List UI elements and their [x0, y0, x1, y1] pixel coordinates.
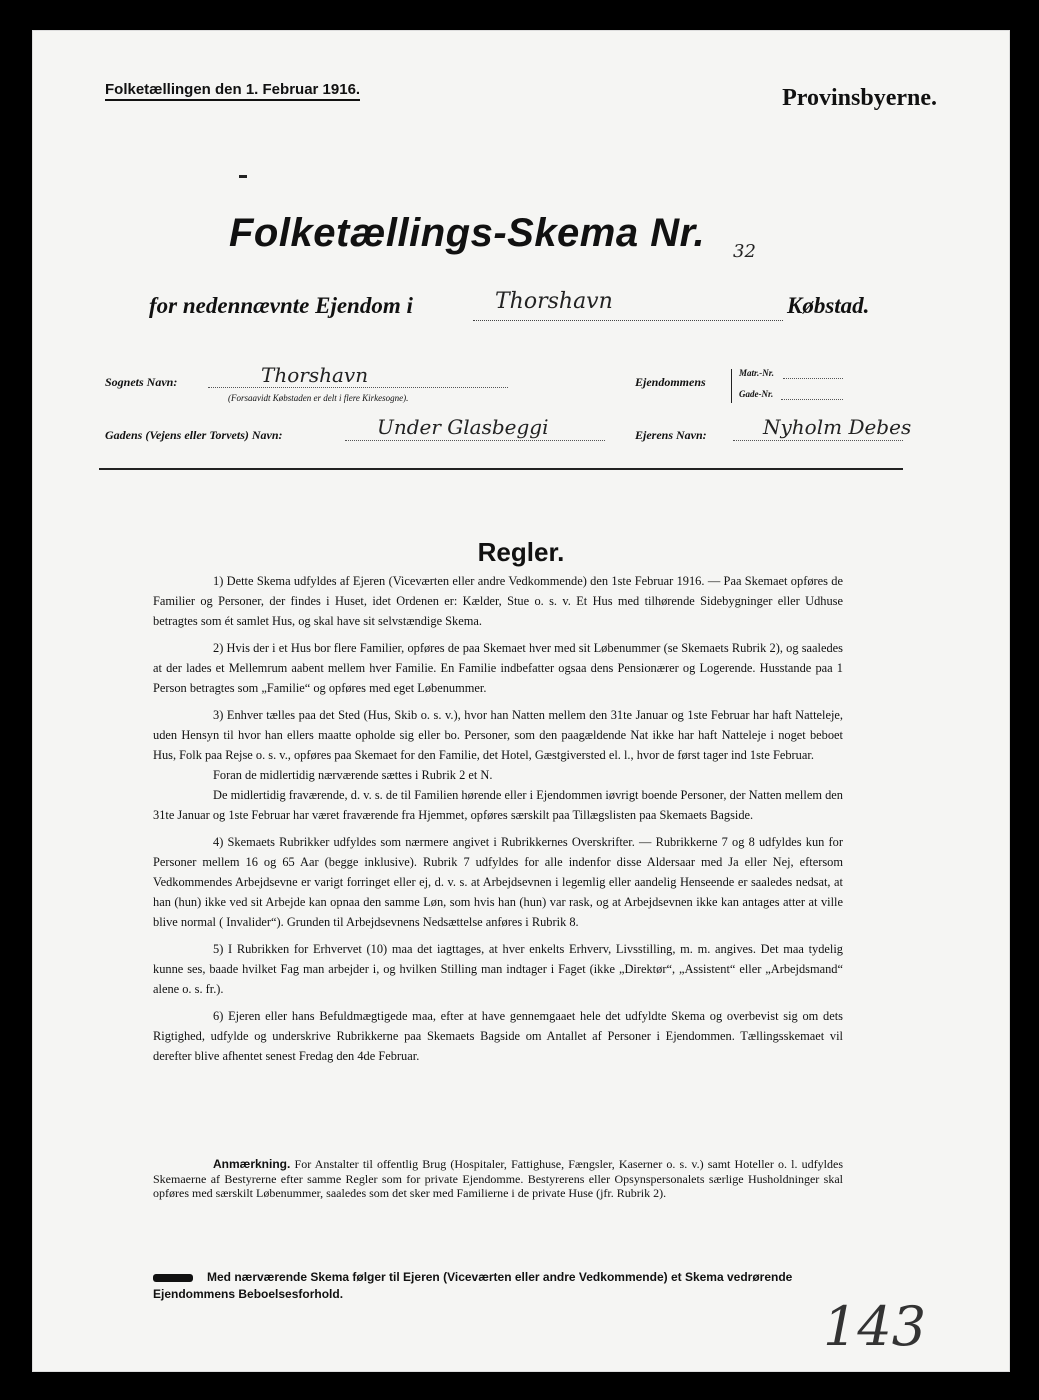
- annotation-label: Anmærkning.: [213, 1157, 291, 1171]
- rule-paragraph-3b: Foran de midlertidig nærværende sættes i Rubrik 2 et N.: [213, 768, 493, 782]
- property-label: Ejendommens: [635, 375, 706, 389]
- property-line-prefix: for nedennævnte Ejendom i: [149, 293, 413, 318]
- street-label: Gadens (Vejens eller Torvets) Navn:: [105, 428, 283, 442]
- annotation-text: For Anstalter til offentlig Brug (Hospitaler, Fattighuse, Fængsler, Kaserner o. s. v.) samt Hoteller o. l. udfyldes Skemaerne af Bestyrerne efter samme Regler som for private Ejendomme. Bestyrerens eller Opsynspersonalets særlige Husholdninger skal opføres med særskilt Løbenummer, saaledes som det sker med Familierne i de private Huse (jfr. Rubrik 2).: [153, 1157, 844, 1200]
- form-title: Folketællings-Skema Nr.: [229, 211, 706, 255]
- rule-paragraph-2: 2) Hvis der i et Hus bor flere Familier, opføres de paa Skemaet hver med sit Løbenummer (se Skemaets Rubrik 2), og saaledes at der lades et Mellemrum aabent mellem hver Familie. En Familie indbefatter ogsaa dens Pensionærer og Logerende. Husstande paa 1 Person betragtes som „Familie“ og opføres med eget Løbenummer.: [153, 641, 843, 695]
- rule-paragraph-4: 4) Skemaets Rubrikker udfyldes som nærmere angivet i Rubrikkernes Overskrifter. — Rubrikkerne 7 og 8 udfyldes kun for Personer mellem 16 og 65 Aar (begge inklusive). Rubrik 7 udfyldes for alle indenfor disse Aldersaar med Ja eller Nej, eftersom Vedkommendes Arbejdsevne er varigt forringet eller ej, d. v. s. at Arbejdsevnen i legemlig eller aandelig Henseende er saaledes nedsat, at han (hun) ikke ved sit Arbejde kan opnaa den samme Løn, som hvis han (hun) var rask, og at Arbejdsevnen ikke kan antages atter at ville blive normal ( Invalider“). Grunden til Arbejdsevnens Nedsættelse anføres i Rubrik 8.: [153, 835, 843, 929]
- parish-dotted-line: [208, 387, 508, 388]
- dash-mark: [239, 175, 247, 178]
- town-underline: [473, 320, 783, 321]
- bracket-mark: [731, 369, 732, 403]
- street-dotted-line: [345, 440, 605, 441]
- matr-nr-dotted-line: [783, 378, 843, 379]
- census-form-sheet: [32, 30, 1010, 1372]
- street-value-handwritten: Under Glasbeggi: [377, 415, 549, 439]
- page-number-handwritten: 143: [823, 1295, 927, 1358]
- property-line-suffix: Købstad.: [787, 293, 870, 318]
- owner-label: Ejerens Navn:: [635, 428, 707, 442]
- gade-nr-dotted-line: [781, 399, 843, 400]
- rule-paragraph-6: 6) Ejeren eller hans Befuldmægtigede maa, efter at have gennemgaaet hele det udfyldte Skema og overbevist sig om dets Rigtighed, udfylde og underskrive Rubrikkerne paa Skemaets Bagside om Antallet af Personer i Ejendommen. Tællingsskemaet vil derefter blive afhentet senest Fredag den 4de Februar.: [153, 1009, 843, 1063]
- rule-paragraph-1: 1) Dette Skema udfyldes af Ejeren (Viceværten eller andre Vedkommende) den 1ste Februar 1916. — Paa Skemaet opføres de Familier og Personer, der findes i Huset, idet Ordenen er: Kælder, Stue o. s. v. Et Hus med tilhørende Sidebygninger eller Udhuse betragtes som ét samlet Hus, og skal have sit selvstændige Skema.: [153, 574, 843, 628]
- parish-value-handwritten: Thorshavn: [261, 363, 369, 387]
- rules-heading: Regler.: [477, 537, 565, 567]
- section-divider: [99, 468, 903, 470]
- form-number-handwritten: 32: [733, 241, 756, 262]
- footer-text: Med nærværende Skema følger til Ejeren (Viceværten eller andre Vedkommende) et Skema vedrørende Ejendommens Beboelsesforhold.: [153, 1270, 793, 1301]
- rule-paragraph-3: 3) Enhver tælles paa det Sted (Hus, Skib o. s. v.), hvor han Natten mellem den 31te Januar og 1ste Februar har haft Natteleje, uden Hensyn til hvor han ellers maatte opholde sig eller bo. Personer, som den paagældende Nat ikke har haft Natteleje i noget beboet Hus, Folk paa Rejse o. s. v., opføres paa Skemaet for den Familie, det Hotel, Gæstgiversted el. l., hvor de først tager ind 1ste Februar.: [153, 708, 843, 762]
- matr-nr-label: Matr.-Nr.: [739, 368, 775, 378]
- pointing-hand-icon: [153, 1274, 193, 1282]
- rule-paragraph-5: 5) I Rubrikken for Erhvervet (10) maa det iagttages, at hver enkelts Erhverv, Livsstilling, m. m. angives. Det maa tydelig kunne ses, baade hvilket Fag man arbejder i, og hvilken Stilling man indtager i Faget (ikke „Direktør“, „Assistent“ eller „Arbejdsmand“ alene o. s. fr.).: [153, 942, 843, 996]
- province-header: Provinsbyerne.: [782, 85, 937, 111]
- gade-nr-label: Gade-Nr.: [739, 389, 774, 399]
- owner-dotted-line: [733, 440, 903, 441]
- footer-notice: [153, 1269, 853, 1303]
- annotation-note: [153, 1157, 843, 1201]
- census-date-header: Folketællingen den 1. Februar 1916.: [105, 81, 360, 101]
- owner-value-handwritten: Nyholm Debes: [763, 415, 912, 439]
- parish-note: (Forsaavidt Købstaden er delt i flere Kirkesogne).: [228, 393, 409, 403]
- town-handwritten: Thorshavn: [495, 289, 613, 314]
- rules-body: [153, 571, 843, 1073]
- parish-label: Sognets Navn:: [105, 375, 178, 389]
- rule-paragraph-3c: De midlertidig fraværende, d. v. s. de til Familien hørende eller i Ejendommen iøvrigt boende Personer, der Natten mellem den 31te Januar og 1ste Februar har været fraværende fra Hjemmet, opføres særskilt paa Tillægslisten paa Skemaets Bagside.: [153, 788, 843, 822]
